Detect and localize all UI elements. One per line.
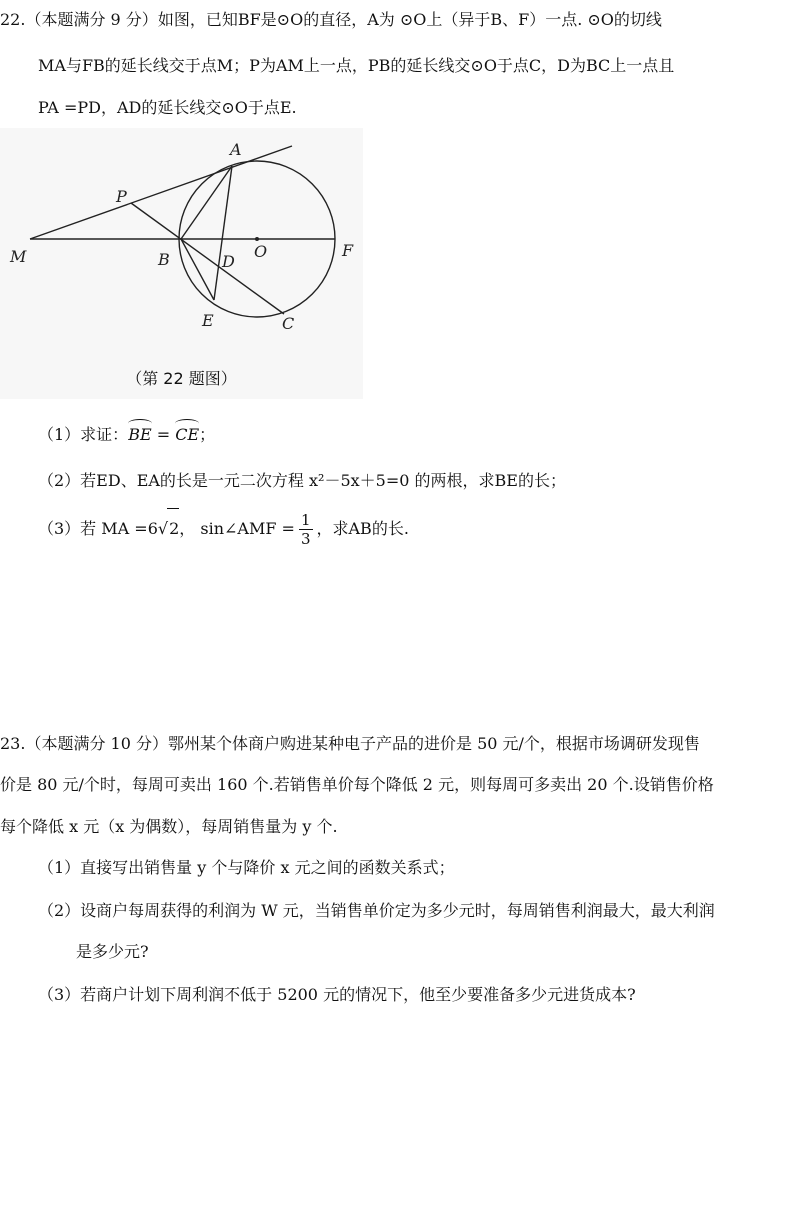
circle-diagram <box>0 128 363 399</box>
q23-line3: 每个降低 x 元（x 为偶数），每周销售量为 y 个. <box>0 817 338 836</box>
part1-suffix: ； <box>199 425 216 444</box>
center-dot <box>255 237 259 241</box>
q23-line2: 价是 80 元/个时，每周可卖出 160 个.若销售单价每个降低 2 元，则每周可多卖出 20 个.设销售价格 <box>0 775 714 794</box>
part1-prefix: （1）求证： <box>38 425 129 444</box>
q22-number: 22. <box>0 10 26 29</box>
part3-suffix: ，求AB的长. <box>316 519 409 538</box>
q22-line1 <box>0 9 662 31</box>
label-b: B <box>158 250 170 269</box>
label-d: D <box>222 252 235 271</box>
fraction <box>299 511 313 548</box>
label-f: F <box>342 241 354 260</box>
q23-part3: （3）若商户计划下周利润不低于 5200 元的情况下，他至少要准备多少元进货成本? <box>38 985 636 1004</box>
fraction-denominator: 3 <box>300 530 311 548</box>
q23-part2a: （2）设商户每周获得的利润为 W 元，当销售单价定为多少元时，每周销售利润最大，最大利润 <box>38 901 715 920</box>
q22-score-note: （本题满分 9 分） <box>25 10 158 29</box>
label-c: C <box>282 314 295 333</box>
label-m: M <box>10 247 27 266</box>
arc-be: BE <box>128 422 151 446</box>
part1-eq: = <box>151 425 176 444</box>
q23-part2b: 是多少元? <box>76 942 149 961</box>
q22-line2: MA与FB的延长线交于点M；P为AM上一点，PB的延长线交⊙O于点C，D为BC上一点且 <box>38 56 675 75</box>
figure-caption: （第 22 题图） <box>126 369 237 388</box>
line-ae <box>214 166 232 300</box>
q22-part2: （2）若ED、EA的长是一元二次方程 x²－5x＋5=0 的两根，求BE的长； <box>38 471 566 490</box>
arc-ce: CE <box>175 422 199 446</box>
label-o: O <box>254 242 268 261</box>
sqrt-value: 2 <box>167 508 179 549</box>
q22-text-1: 如图，已知BF是⊙O的直径，A为 ⊙O上（异于B、F）一点. ⊙O的切线 <box>157 10 662 29</box>
label-e: E <box>202 311 214 330</box>
label-a: A <box>230 140 242 159</box>
geometry-figure <box>0 128 363 399</box>
q23-line1: 23.（本题满分 10 分）鄂州某个体商户购进某种电子产品的进价是 50 元/个，根据市场调研发现售 <box>0 734 700 753</box>
q22-line3: PA =PD，AD的延长线交⊙O于点E. <box>38 98 297 117</box>
part3-prefix: （3）若 MA =6 <box>38 519 158 538</box>
q22-part3: （3）若 MA =6√2， sin∠AMF = $\frac{1}{3}$ ，求AB的长. <box>38 508 409 549</box>
label-p: P <box>116 187 127 206</box>
q23-part1: （1）直接写出销售量 y 个与降价 x 元之间的函数关系式； <box>38 858 455 877</box>
q22-part1 <box>38 422 215 446</box>
fraction-numerator: 1 <box>300 511 311 529</box>
part3-mid: ， sin∠AMF = <box>179 519 295 538</box>
